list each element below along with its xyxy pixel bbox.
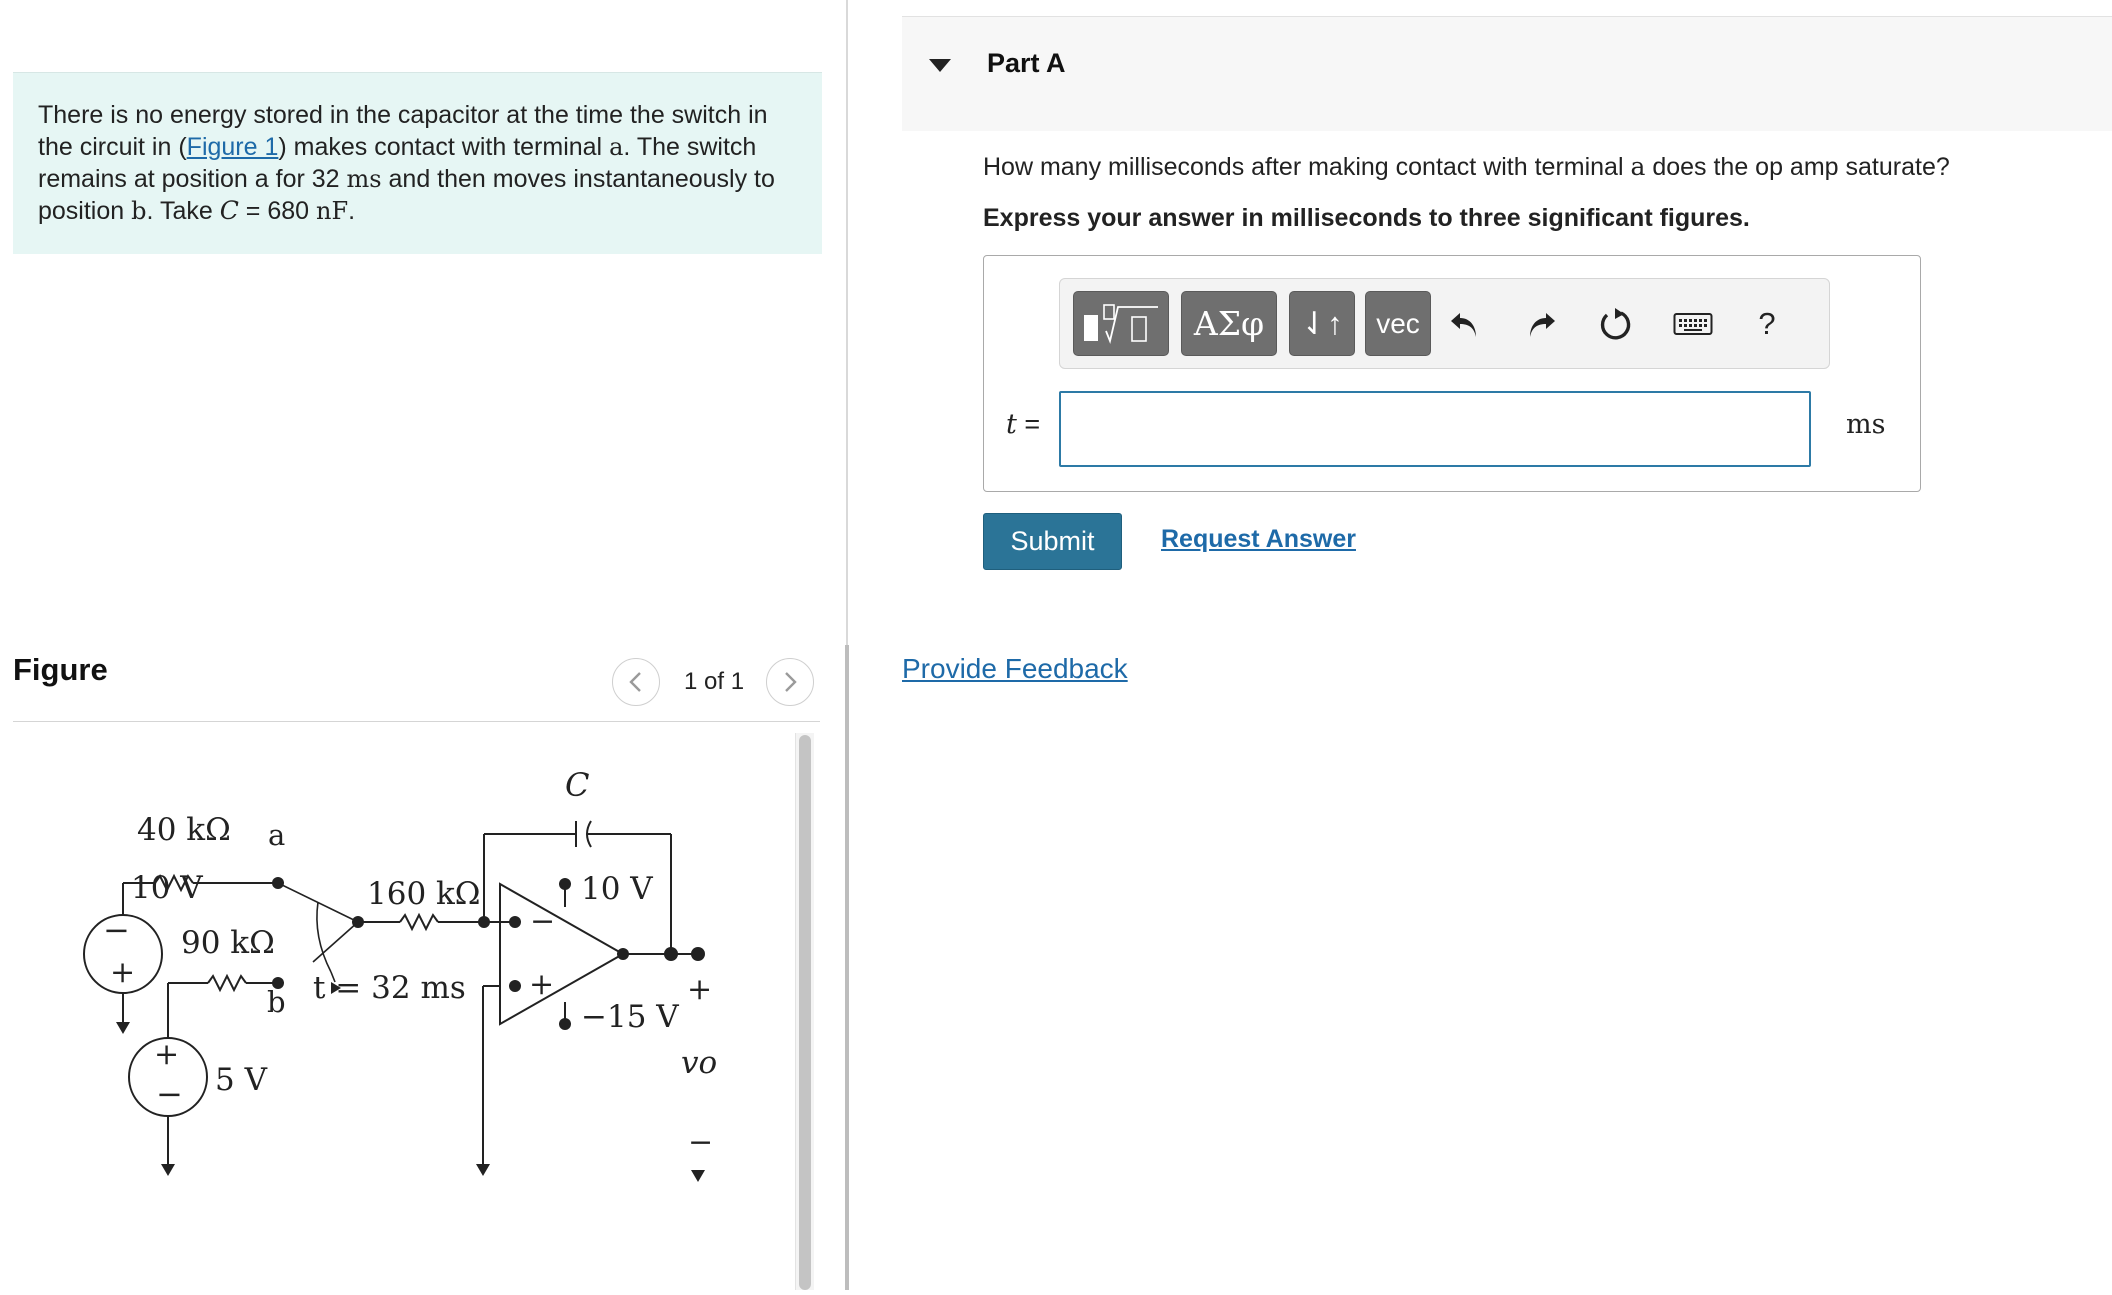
reset-icon (1597, 306, 1633, 342)
figure-pager (612, 657, 814, 707)
svg-text:+: + (154, 1037, 180, 1072)
fraction-root-icon (1080, 301, 1162, 347)
label-10v-source: 10 V (131, 870, 203, 906)
figure-link[interactable]: Figure 1 (186, 133, 279, 161)
label-vpos: 10 V (581, 871, 653, 907)
pane-splitter-grip[interactable] (845, 645, 849, 1290)
instruction-text: Express your answer in milliseconds to three significant figures. (983, 204, 1750, 232)
redo-icon (1524, 307, 1558, 341)
svg-text:−: − (530, 904, 556, 939)
circuit-figure (13, 732, 783, 1290)
answer-unit: ms (1846, 409, 1886, 440)
svg-text:+: + (529, 967, 555, 1002)
resistor-160k (400, 915, 438, 929)
chevron-left-icon (626, 670, 646, 694)
label-capacitor: C (565, 766, 590, 804)
chevron-right-icon (780, 670, 800, 694)
figure-title: Figure (13, 652, 108, 687)
label-160k: 160 kΩ (367, 876, 481, 912)
left-pane (0, 0, 846, 1290)
vector-button[interactable]: vec (1365, 291, 1431, 356)
submit-button[interactable]: Submit (983, 513, 1122, 570)
svg-text:+: + (687, 972, 713, 1007)
answer-input[interactable] (1059, 391, 1811, 467)
redo-button[interactable] (1516, 291, 1566, 356)
label-40k: 40 kΩ (137, 812, 231, 848)
greek-symbols-button[interactable]: ΑΣφ (1181, 291, 1277, 356)
part-title: Part A (987, 48, 1066, 78)
caret-down-icon[interactable] (929, 59, 951, 72)
svg-text:−: − (156, 1075, 183, 1113)
arrows-button[interactable]: ⇃↑ (1289, 291, 1355, 356)
prev-figure-button[interactable] (612, 658, 660, 706)
label-switch-time: t = 32 ms (313, 970, 466, 1006)
label-terminal-a: a (268, 818, 286, 852)
math-toolbar (1059, 278, 1830, 369)
problem-statement: There is no energy stored in the capacitor at the time the switch in the circuit in (Figure 1) makes contact with terminal a. The switch remains at position a for 32 ms and then moves instantaneously to position b. Take C = 680 nF. (13, 72, 822, 254)
answer-variable-label: t = (1006, 409, 1041, 440)
answer-box (983, 255, 1921, 492)
svg-text:+: + (110, 955, 136, 990)
undo-button[interactable] (1440, 291, 1490, 356)
svg-text:−: − (688, 1125, 714, 1160)
part-a-header[interactable] (902, 16, 2112, 131)
figure-divider (13, 721, 820, 722)
figure-scrollbar-thumb[interactable] (799, 735, 811, 1290)
help-button[interactable]: ? (1758, 305, 1776, 341)
keyboard-button[interactable] (1668, 291, 1718, 356)
provide-feedback-link[interactable]: Provide Feedback (902, 653, 1128, 684)
resistor-90k (208, 976, 246, 990)
svg-text:−: − (103, 911, 130, 949)
circuit-diagram (13, 732, 783, 1290)
label-terminal-b: b (267, 985, 286, 1019)
question-text: How many milliseconds after making contact with terminal a does the op amp saturate? (983, 152, 1950, 181)
label-90k: 90 kΩ (181, 925, 275, 961)
request-answer-link[interactable]: Request Answer (1161, 525, 1356, 553)
pager-text: 1 of 1 (684, 668, 745, 695)
undo-icon (1448, 307, 1482, 341)
label-output-vo: vo (681, 1045, 718, 1081)
keyboard-icon (1673, 311, 1713, 337)
label-vneg: −15 V (581, 999, 679, 1035)
label-5v-source: 5 V (215, 1062, 267, 1098)
reset-button[interactable] (1590, 291, 1640, 356)
templates-button[interactable] (1073, 291, 1169, 356)
next-figure-button[interactable] (766, 658, 814, 706)
